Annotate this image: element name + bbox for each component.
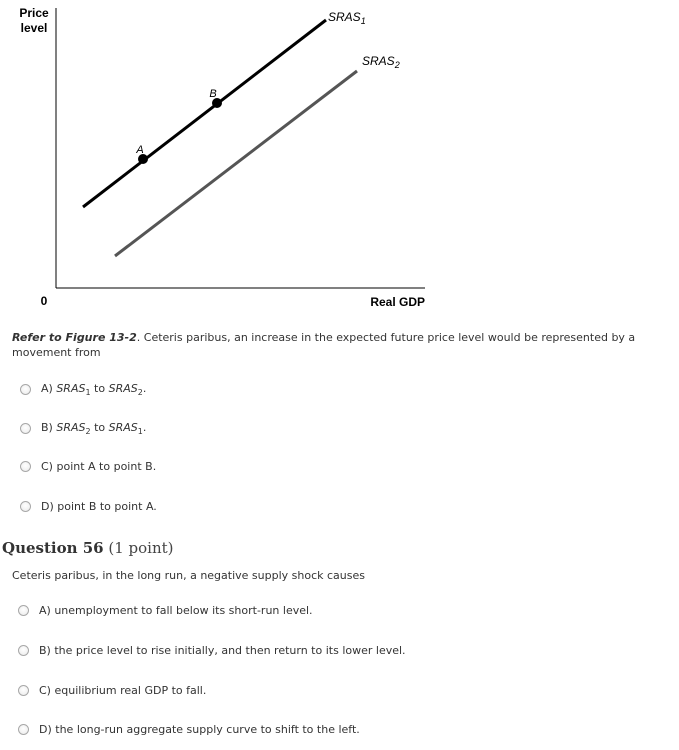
q56-option-c-text: equilibrium real GDP to fall.	[54, 684, 207, 697]
x-axis-label: Real GDP	[370, 295, 425, 309]
y-axis-label-line2: level	[20, 21, 48, 35]
sras-figure	[0, 0, 679, 320]
q56-option-a-text: unemployment to fall below its short-run level.	[54, 604, 313, 617]
q56-option-d[interactable]: D) the long-run aggregate supply curve to shift to the left.	[18, 723, 360, 736]
q55-option-d-radio[interactable]	[20, 501, 31, 512]
q55-prompt	[12, 330, 662, 360]
q56-option-d-text: the long-run aggregate supply curve to shift to the left.	[55, 723, 360, 736]
sras2-label: $SRAS_2$	[362, 54, 400, 70]
q55-option-c-letter: C)	[41, 460, 53, 473]
q55-option-b-letter: B)	[41, 421, 53, 434]
q55-option-c-radio[interactable]	[20, 461, 31, 472]
q55-option-d-letter: D)	[41, 500, 54, 513]
q55-option-d-text: point B to point A.	[57, 500, 157, 513]
q56-points: (1 point)	[108, 539, 174, 557]
q56-option-b-radio[interactable]	[18, 645, 29, 656]
q56-option-d-radio[interactable]	[18, 724, 29, 735]
q56-number: Question 56	[2, 539, 104, 557]
q55-option-a[interactable]: A) $SRAS_1$ to $SRAS_2$.	[20, 382, 146, 397]
q56-option-a-radio[interactable]	[18, 605, 29, 616]
q56-option-c[interactable]: C) equilibrium real GDP to fall.	[18, 684, 206, 697]
q55-option-d[interactable]	[20, 500, 157, 513]
q55-option-b[interactable]: B) $SRAS_2$ to $SRAS_1$.	[20, 421, 146, 436]
q55-option-a-letter: A)	[41, 382, 53, 395]
sras1-label: $SRAS_1$	[328, 10, 366, 26]
y-axis-label-line1: Price	[19, 6, 49, 20]
q55-option-c-text: point A to point B.	[56, 460, 157, 473]
point-b-label: B	[209, 88, 217, 100]
q55-figure-reference: Refer to Figure 13-2	[12, 331, 137, 344]
q56-option-b[interactable]: B) the price level to rise initially, and then return to its lower level.	[18, 644, 406, 657]
q55-option-b-radio[interactable]	[20, 423, 31, 434]
q56-option-c-radio[interactable]	[18, 685, 29, 696]
q55-option-c[interactable]	[20, 460, 156, 473]
q55-prompt-text: . Ceteris paribus, an increase in the expected future price level would be represented by a movement from	[12, 331, 636, 359]
origin-label: 0	[40, 294, 48, 308]
sras2-curve	[115, 71, 357, 256]
q56-prompt: Ceteris paribus, in the long run, a negative supply shock causes	[12, 569, 365, 582]
q56-option-b-text: the price level to rise initially, and then return to its lower level.	[54, 644, 406, 657]
sras1-curve	[83, 20, 326, 207]
q55-option-a-radio[interactable]	[20, 384, 31, 395]
q56-title	[2, 539, 174, 557]
q56-option-a[interactable]: A) unemployment to fall below its short-run level.	[18, 604, 313, 617]
point-a-label: A	[136, 144, 144, 156]
